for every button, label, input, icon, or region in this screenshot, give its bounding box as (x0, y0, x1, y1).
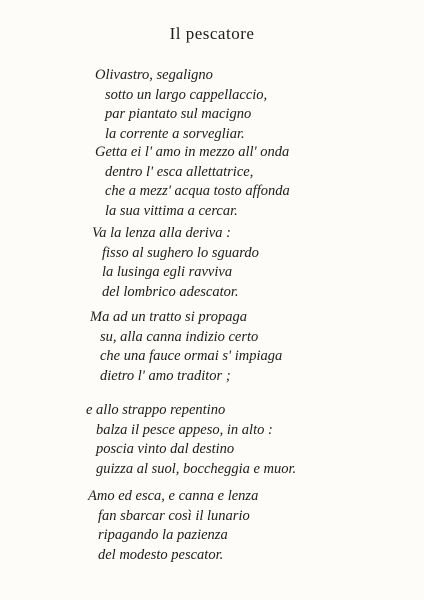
poem-title: Il pescatore (169, 24, 255, 43)
stanza-2 (95, 143, 290, 221)
verse-line: fan sbarcar così il lunario (98, 507, 250, 524)
verse-line: fisso al sughero lo sguardo (102, 244, 259, 261)
stanza-6 (88, 487, 258, 565)
verse-line: la sua vittima a cercar. (105, 202, 238, 219)
stanza-3 (92, 224, 259, 302)
verse-line: del modesto pescator. (98, 546, 224, 563)
verse-line: Amo ed esca, e canna e lenza (88, 488, 259, 504)
verse-line: Olivastro, segaligno (95, 67, 213, 83)
verse-line: guizza al suol, boccheggia e muor. (96, 460, 297, 477)
verse-line: la lusinga egli ravviva (102, 264, 233, 280)
verse-line: Ma ad un tratto si propaga (90, 309, 247, 325)
verse-line: ripagando la pazienza (98, 527, 228, 543)
verse-line: dietro l' amo traditor ; (100, 367, 231, 384)
verse-line: Va la lenza alla deriva : (92, 225, 231, 241)
verse-line: la corrente a sorvegliar. (105, 125, 245, 142)
verse-line: e allo strappo repentino (86, 402, 226, 418)
verse-line: Getta ei l' amo in mezzo all' onda (95, 144, 290, 160)
stanza-1 (95, 66, 267, 144)
verse-line: dentro l' esca allettatrice, (105, 163, 254, 180)
verse-line: sotto un largo cappellaccio, (105, 86, 268, 103)
verse-line: del lombrico adescator. (102, 283, 239, 300)
verse-line: su, alla canna indizio certo (100, 328, 259, 345)
stanza-5 (86, 401, 296, 479)
stanza-4 (90, 308, 282, 386)
verse-line: par piantato sul macigno (105, 106, 252, 122)
verse-line: poscia vinto dal destino (96, 441, 235, 457)
verse-line: che a mezz' acqua tosto affonda (105, 183, 290, 199)
verse-line: che una fauce ormai s' impiaga (100, 348, 283, 364)
verse-line: balza il pesce appeso, in alto : (96, 421, 273, 438)
